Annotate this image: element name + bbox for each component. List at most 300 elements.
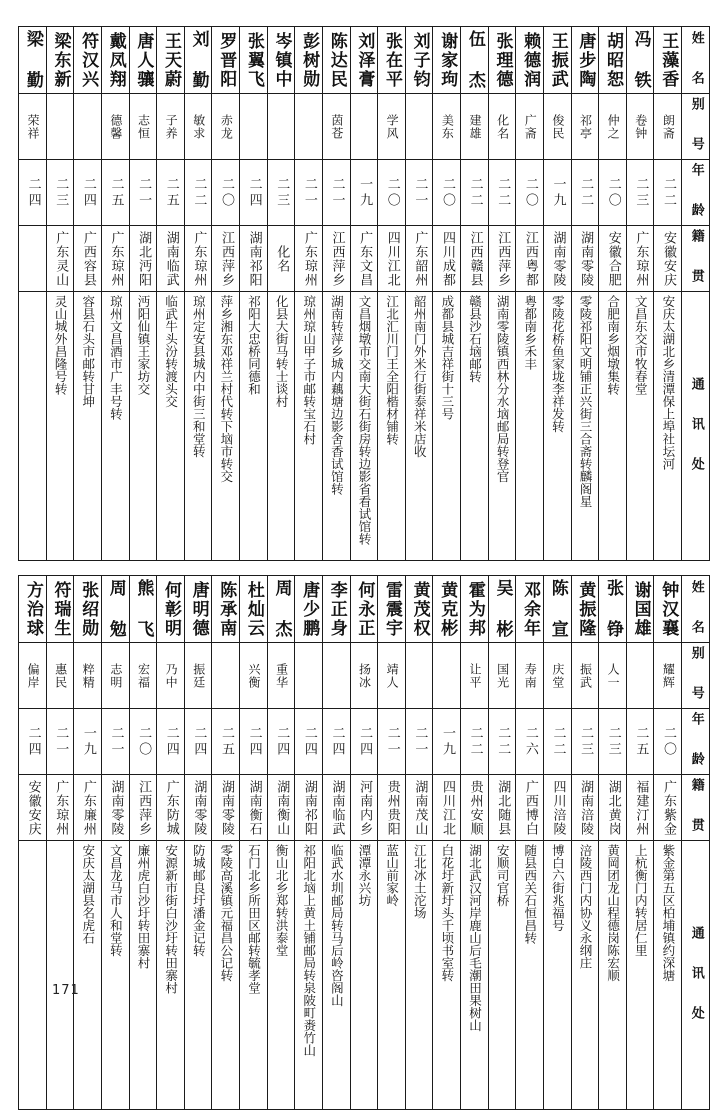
cell-address bbox=[129, 292, 157, 561]
cell-alias bbox=[184, 94, 212, 160]
cell-age bbox=[46, 160, 74, 226]
address-text: 廉州虎白沙圩转田寨村 bbox=[135, 844, 151, 969]
native-place-text: 河南内乡 bbox=[357, 779, 373, 836]
cell-address bbox=[74, 292, 102, 561]
native-place-text: 江西萍乡 bbox=[136, 779, 152, 836]
address-text: 零陵高溪镇元福昌公记转 bbox=[218, 844, 234, 982]
cell-age bbox=[157, 160, 185, 226]
cell-native-place bbox=[240, 226, 268, 292]
alias-text: 俊民 bbox=[550, 113, 565, 140]
alias-text: 朗斋 bbox=[661, 113, 676, 140]
cell-native-place bbox=[516, 775, 544, 841]
address-text: 琼州文昌酒市广丰号转 bbox=[108, 295, 124, 420]
cell-name bbox=[295, 576, 323, 643]
cell-age bbox=[19, 160, 47, 226]
cell-alias bbox=[350, 643, 378, 709]
alias-text: 靖人 bbox=[385, 662, 400, 689]
age-text: 二〇 bbox=[522, 176, 538, 209]
address-text: 灵山城外昌隆号转 bbox=[53, 295, 69, 395]
alias-text: 扬冰 bbox=[357, 662, 372, 689]
alias-text: 振廷 bbox=[191, 662, 206, 689]
age-text: 二二 bbox=[191, 176, 207, 209]
cell-age bbox=[184, 709, 212, 775]
cell-alias bbox=[654, 94, 682, 160]
native-place-text: 湖北黄岗 bbox=[605, 779, 621, 836]
alias-text: 德馨 bbox=[108, 113, 123, 140]
cell-native-place bbox=[322, 775, 350, 841]
native-place-text: 四川成都 bbox=[439, 230, 455, 287]
address-text: 成都县城吉祥街十三号 bbox=[439, 295, 455, 420]
age-text: 二〇 bbox=[384, 176, 400, 209]
cell-name bbox=[19, 27, 47, 94]
cell-age bbox=[46, 709, 74, 775]
age-text: 一九 bbox=[439, 725, 455, 758]
cell-address bbox=[212, 841, 240, 1110]
cell-name bbox=[599, 576, 627, 643]
native-place-text: 贵州安顺 bbox=[467, 779, 483, 836]
cell-address bbox=[571, 841, 599, 1110]
cell-alias bbox=[405, 94, 433, 160]
cell-native-place bbox=[378, 775, 406, 841]
alias-text: 美东 bbox=[440, 113, 455, 140]
row-label-text: 别 号 bbox=[688, 646, 704, 705]
age-text: 二五 bbox=[218, 725, 234, 758]
native-place-text: 湖南祁阳 bbox=[246, 230, 262, 287]
cell-native-place bbox=[599, 226, 627, 292]
name-text: 吴 彬 bbox=[492, 579, 513, 639]
cell-alias bbox=[461, 643, 489, 709]
cell-address bbox=[46, 292, 74, 561]
row-label-text: 籍 贯 bbox=[688, 229, 704, 288]
age-text: 二二 bbox=[467, 725, 483, 758]
native-place-text: 湖北随县 bbox=[495, 779, 511, 836]
cell-name bbox=[405, 27, 433, 94]
age-text: 二二 bbox=[550, 725, 566, 758]
cell-age bbox=[626, 709, 654, 775]
age-text: 二四 bbox=[301, 725, 317, 758]
cell-age bbox=[101, 709, 129, 775]
cell-alias bbox=[516, 94, 544, 160]
address-text: 容县石头市邮转甘坤 bbox=[80, 295, 96, 408]
cell-native-place bbox=[405, 775, 433, 841]
cell-alias bbox=[240, 643, 268, 709]
cell-address bbox=[543, 292, 571, 561]
cell-name bbox=[433, 576, 461, 643]
cell-name bbox=[184, 576, 212, 643]
row-label-text: 籍 贯 bbox=[688, 778, 704, 837]
cell-name bbox=[433, 27, 461, 94]
name-text: 张 铮 bbox=[602, 579, 623, 639]
cell-native-place bbox=[295, 775, 323, 841]
cell-name bbox=[543, 576, 571, 643]
cell-name bbox=[599, 27, 627, 94]
row-label-age bbox=[682, 160, 710, 226]
cell-name bbox=[322, 27, 350, 94]
alias-text: 建雄 bbox=[468, 113, 483, 140]
native-place-text: 广东琼州 bbox=[633, 230, 649, 287]
cell-age bbox=[433, 160, 461, 226]
table-row-name bbox=[19, 27, 710, 94]
age-text: 二〇 bbox=[218, 176, 234, 209]
name-text: 王藻香 bbox=[658, 31, 679, 89]
row-label-address bbox=[682, 841, 710, 1110]
table-row-address bbox=[19, 292, 710, 561]
cell-age bbox=[461, 160, 489, 226]
cell-address bbox=[654, 292, 682, 561]
cell-address bbox=[129, 841, 157, 1110]
cell-age bbox=[101, 160, 129, 226]
alias-text: 国光 bbox=[495, 662, 510, 689]
table-row-native bbox=[19, 226, 710, 292]
cell-alias bbox=[101, 643, 129, 709]
alias-text: 志明 bbox=[108, 662, 123, 689]
cell-age bbox=[295, 709, 323, 775]
cell-alias bbox=[19, 643, 47, 709]
cell-alias bbox=[571, 643, 599, 709]
table-row-alias bbox=[19, 94, 710, 160]
address-text: 临武水圳邮局转马后岭咨阁山 bbox=[329, 844, 345, 1007]
native-place-text: 江西萍乡 bbox=[218, 230, 234, 287]
cell-name bbox=[212, 27, 240, 94]
cell-native-place bbox=[433, 226, 461, 292]
cell-alias bbox=[240, 94, 268, 160]
cell-alias bbox=[571, 94, 599, 160]
cell-native-place bbox=[157, 226, 185, 292]
cell-native-place bbox=[46, 775, 74, 841]
cell-native-place bbox=[157, 775, 185, 841]
cell-address bbox=[461, 841, 489, 1110]
age-text: 二四 bbox=[25, 725, 41, 758]
name-text: 岑镇中 bbox=[271, 31, 292, 89]
cell-alias bbox=[267, 94, 295, 160]
native-place-text: 湖南零陵 bbox=[550, 230, 566, 287]
cell-native-place bbox=[488, 226, 516, 292]
name-text: 刘泽膏 bbox=[354, 31, 375, 89]
address-text: 随县西关石恒昌转 bbox=[522, 844, 538, 944]
cell-age bbox=[571, 709, 599, 775]
address-text: 沔阳仙镇王家坊交 bbox=[135, 295, 151, 395]
age-text: 二四 bbox=[80, 176, 96, 209]
cell-address bbox=[240, 292, 268, 561]
table-row-age bbox=[19, 709, 710, 775]
cell-native-place bbox=[488, 775, 516, 841]
row-label-name bbox=[682, 27, 710, 94]
age-text: 二〇 bbox=[605, 176, 621, 209]
cell-alias bbox=[461, 94, 489, 160]
native-place-text: 湖南茂山 bbox=[412, 779, 428, 836]
name-text: 彭树勋 bbox=[299, 31, 320, 89]
cell-alias bbox=[19, 94, 47, 160]
name-text: 钟汉襄 bbox=[658, 580, 679, 638]
address-text: 零陵花桥鱼家垅李祥发转 bbox=[550, 295, 566, 433]
cell-name bbox=[74, 576, 102, 643]
native-place-text: 湖南零陵 bbox=[191, 779, 207, 836]
cell-alias bbox=[157, 643, 185, 709]
cell-age bbox=[626, 160, 654, 226]
native-place-text: 四川涪陵 bbox=[550, 779, 566, 836]
table-row-name bbox=[19, 576, 710, 643]
address-text: 韶州南门外米行街泰祥米店收 bbox=[412, 295, 428, 458]
cell-address bbox=[378, 841, 406, 1110]
cell-native-place bbox=[599, 775, 627, 841]
alias-text: 振武 bbox=[578, 662, 593, 689]
name-text: 熊 飞 bbox=[133, 579, 154, 639]
native-place-text: 湖南临武 bbox=[329, 779, 345, 836]
cell-age bbox=[378, 709, 406, 775]
native-place-text: 福建汀州 bbox=[633, 779, 649, 836]
alias-text: 兴衡 bbox=[247, 662, 262, 689]
native-place-text: 四川江北 bbox=[439, 779, 455, 836]
alias-text: 赤龙 bbox=[219, 113, 234, 140]
native-place-text: 湖南衡石 bbox=[246, 779, 262, 836]
age-text: 二一 bbox=[53, 725, 69, 758]
cell-address bbox=[101, 292, 129, 561]
cell-address bbox=[433, 292, 461, 561]
cell-name bbox=[295, 27, 323, 94]
cell-age bbox=[405, 160, 433, 226]
cell-alias bbox=[101, 94, 129, 160]
alias-text: 子养 bbox=[164, 113, 179, 140]
age-text: 二一 bbox=[136, 176, 152, 209]
age-text: 二三 bbox=[578, 725, 594, 758]
address-text: 湖北武汉河岸鹿山后毛潮田果树山 bbox=[467, 844, 483, 1032]
name-text: 梁 勤 bbox=[22, 30, 43, 90]
native-place-text: 广东琼州 bbox=[191, 230, 207, 287]
cell-alias bbox=[157, 94, 185, 160]
cell-age bbox=[212, 160, 240, 226]
address-text: 安源新市街白沙圩转田寨村 bbox=[163, 844, 179, 994]
cell-alias bbox=[654, 643, 682, 709]
name-text: 何彰明 bbox=[160, 580, 181, 638]
cell-address bbox=[157, 841, 185, 1110]
cell-native-place bbox=[626, 226, 654, 292]
native-place-text: 广西博白 bbox=[522, 779, 538, 836]
roster-table-bottom bbox=[18, 575, 710, 1110]
address-text: 化县大街马转士谈村 bbox=[274, 295, 290, 408]
cell-name bbox=[101, 27, 129, 94]
age-text: 二四 bbox=[246, 176, 262, 209]
cell-address bbox=[543, 841, 571, 1110]
cell-age bbox=[543, 709, 571, 775]
alias-text: 化名 bbox=[495, 113, 510, 140]
cell-name bbox=[267, 576, 295, 643]
cell-alias bbox=[212, 643, 240, 709]
address-text: 潭潭永兴坊 bbox=[356, 844, 372, 907]
address-text: 琼州琼山甲子市邮转宝石村 bbox=[301, 295, 317, 445]
cell-native-place bbox=[654, 775, 682, 841]
cell-age bbox=[74, 160, 102, 226]
name-text: 王振武 bbox=[547, 31, 568, 89]
name-text: 黄克彬 bbox=[437, 580, 458, 638]
alias-text: 广斋 bbox=[523, 113, 538, 140]
cell-alias bbox=[543, 643, 571, 709]
cell-native-place bbox=[240, 775, 268, 841]
cell-alias bbox=[46, 643, 74, 709]
cell-address bbox=[350, 292, 378, 561]
cell-name bbox=[516, 576, 544, 643]
cell-alias bbox=[184, 643, 212, 709]
name-text: 雷震宇 bbox=[381, 580, 402, 638]
age-text: 二四 bbox=[246, 725, 262, 758]
cell-name bbox=[240, 576, 268, 643]
cell-address bbox=[322, 841, 350, 1110]
native-place-text: 化名 bbox=[274, 244, 290, 273]
name-text: 方治球 bbox=[22, 580, 43, 638]
cell-age bbox=[654, 160, 682, 226]
cell-age bbox=[74, 709, 102, 775]
native-place-text: 广东琼州 bbox=[108, 230, 124, 287]
cell-native-place bbox=[461, 226, 489, 292]
cell-alias bbox=[295, 94, 323, 160]
cell-native-place bbox=[74, 775, 102, 841]
cell-alias bbox=[295, 643, 323, 709]
name-text: 张翼飞 bbox=[243, 31, 264, 89]
name-text: 黄振隆 bbox=[575, 580, 596, 638]
cell-age bbox=[488, 160, 516, 226]
cell-alias bbox=[626, 643, 654, 709]
cell-age bbox=[599, 709, 627, 775]
cell-age bbox=[129, 160, 157, 226]
address-text: 湖南零陵镇西林分水垴邮局转登官 bbox=[495, 295, 511, 483]
cell-name bbox=[571, 576, 599, 643]
cell-native-place bbox=[322, 226, 350, 292]
address-text: 安庆太湖北乡清潭保上埠社坛河 bbox=[660, 295, 676, 470]
name-text: 周 杰 bbox=[271, 579, 292, 639]
name-text: 梁东新 bbox=[50, 31, 71, 89]
age-text: 二四 bbox=[329, 725, 345, 758]
age-text: 二二 bbox=[660, 176, 676, 209]
cell-name bbox=[46, 576, 74, 643]
name-text: 唐人骧 bbox=[133, 31, 154, 89]
cell-alias bbox=[488, 94, 516, 160]
row-label-text: 姓 名 bbox=[688, 30, 704, 90]
native-place-text: 湖南衡山 bbox=[274, 779, 290, 836]
cell-address bbox=[157, 292, 185, 561]
cell-address bbox=[184, 841, 212, 1110]
age-text: 一九 bbox=[550, 176, 566, 209]
name-text: 戴凤翔 bbox=[105, 31, 126, 89]
row-label-text: 年 龄 bbox=[688, 163, 704, 222]
native-place-text: 广西容县 bbox=[80, 230, 96, 287]
cell-native-place bbox=[543, 226, 571, 292]
native-place-text: 湖南零陵 bbox=[218, 779, 234, 836]
cell-address bbox=[19, 841, 47, 1110]
alias-text: 祁亭 bbox=[578, 113, 593, 140]
cell-native-place bbox=[405, 226, 433, 292]
row-label-text: 姓 名 bbox=[688, 579, 704, 639]
address-text: 萍乡湘东邓祥兰村代转下垴市转交 bbox=[218, 295, 234, 483]
name-text: 胡昭恕 bbox=[602, 31, 623, 89]
cell-name bbox=[129, 27, 157, 94]
age-text: 二一 bbox=[329, 176, 345, 209]
row-label-text: 年 龄 bbox=[688, 712, 704, 771]
address-text: 赣县沙石垴邮转 bbox=[467, 295, 483, 383]
address-text: 祁阳大忠桥同德和 bbox=[246, 295, 262, 395]
cell-name bbox=[157, 576, 185, 643]
table-row-alias bbox=[19, 643, 710, 709]
row-label-name bbox=[682, 576, 710, 643]
cell-address bbox=[212, 292, 240, 561]
native-place-text: 湖南临武 bbox=[163, 230, 179, 287]
cell-native-place bbox=[212, 775, 240, 841]
cell-address bbox=[571, 292, 599, 561]
address-text: 江北冰土沱场 bbox=[412, 844, 428, 919]
cell-alias bbox=[543, 94, 571, 160]
age-text: 二四 bbox=[25, 176, 41, 209]
cell-name bbox=[157, 27, 185, 94]
address-text: 文昌烟墩市交南大街石街房转边影省看试馆转 bbox=[356, 295, 372, 545]
row-label-text: 通 讯 处 bbox=[688, 925, 704, 1025]
name-text: 李正身 bbox=[326, 580, 347, 638]
cell-alias bbox=[516, 643, 544, 709]
cell-name bbox=[46, 27, 74, 94]
cell-name bbox=[101, 576, 129, 643]
native-place-text: 广东琼州 bbox=[53, 779, 69, 836]
name-text: 罗晋阳 bbox=[216, 31, 237, 89]
age-text: 二五 bbox=[163, 176, 179, 209]
native-place-text: 广东紫金 bbox=[660, 779, 676, 836]
alias-text: 茵苍 bbox=[329, 113, 344, 140]
address-text: 紫金第五区柏埔镇约深塘 bbox=[660, 844, 676, 982]
cell-age bbox=[240, 160, 268, 226]
cell-address bbox=[46, 841, 74, 1110]
cell-age bbox=[516, 709, 544, 775]
cell-native-place bbox=[129, 775, 157, 841]
alias-text: 重华 bbox=[274, 662, 289, 689]
cell-alias bbox=[322, 643, 350, 709]
name-text: 邓余年 bbox=[520, 580, 541, 638]
native-place-text: 安徽安庆 bbox=[25, 779, 41, 836]
cell-age bbox=[184, 160, 212, 226]
cell-native-place bbox=[129, 226, 157, 292]
cell-age bbox=[350, 709, 378, 775]
cell-alias bbox=[267, 643, 295, 709]
cell-native-place bbox=[571, 775, 599, 841]
cell-name bbox=[654, 576, 682, 643]
age-text: 二五 bbox=[633, 725, 649, 758]
native-place-text: 湖北沔阳 bbox=[136, 230, 152, 287]
cell-age bbox=[378, 160, 406, 226]
name-text: 霍为邦 bbox=[464, 580, 485, 638]
cell-name bbox=[240, 27, 268, 94]
cell-name bbox=[488, 27, 516, 94]
cell-native-place bbox=[74, 226, 102, 292]
cell-name bbox=[461, 576, 489, 643]
age-text: 二三 bbox=[53, 176, 69, 209]
cell-native-place bbox=[295, 226, 323, 292]
cell-age bbox=[212, 709, 240, 775]
age-text: 二三 bbox=[605, 725, 621, 758]
age-text: 二二 bbox=[495, 176, 511, 209]
alias-text: 学风 bbox=[385, 113, 400, 140]
age-text: 二〇 bbox=[439, 176, 455, 209]
cell-alias bbox=[488, 643, 516, 709]
row-label-text: 别 号 bbox=[688, 97, 704, 156]
cell-name bbox=[516, 27, 544, 94]
name-text: 唐明德 bbox=[188, 580, 209, 638]
age-text: 二〇 bbox=[660, 725, 676, 758]
cell-name bbox=[74, 27, 102, 94]
age-text: 二一 bbox=[301, 176, 317, 209]
cell-address bbox=[516, 841, 544, 1110]
cell-native-place bbox=[350, 775, 378, 841]
age-text: 二二 bbox=[467, 176, 483, 209]
cell-age bbox=[433, 709, 461, 775]
native-place-text: 湖南祁阳 bbox=[301, 779, 317, 836]
address-text: 上杭衡门内转居仁里 bbox=[633, 844, 649, 957]
cell-address bbox=[654, 841, 682, 1110]
address-text: 安庆太湖县名虎石 bbox=[80, 844, 96, 944]
